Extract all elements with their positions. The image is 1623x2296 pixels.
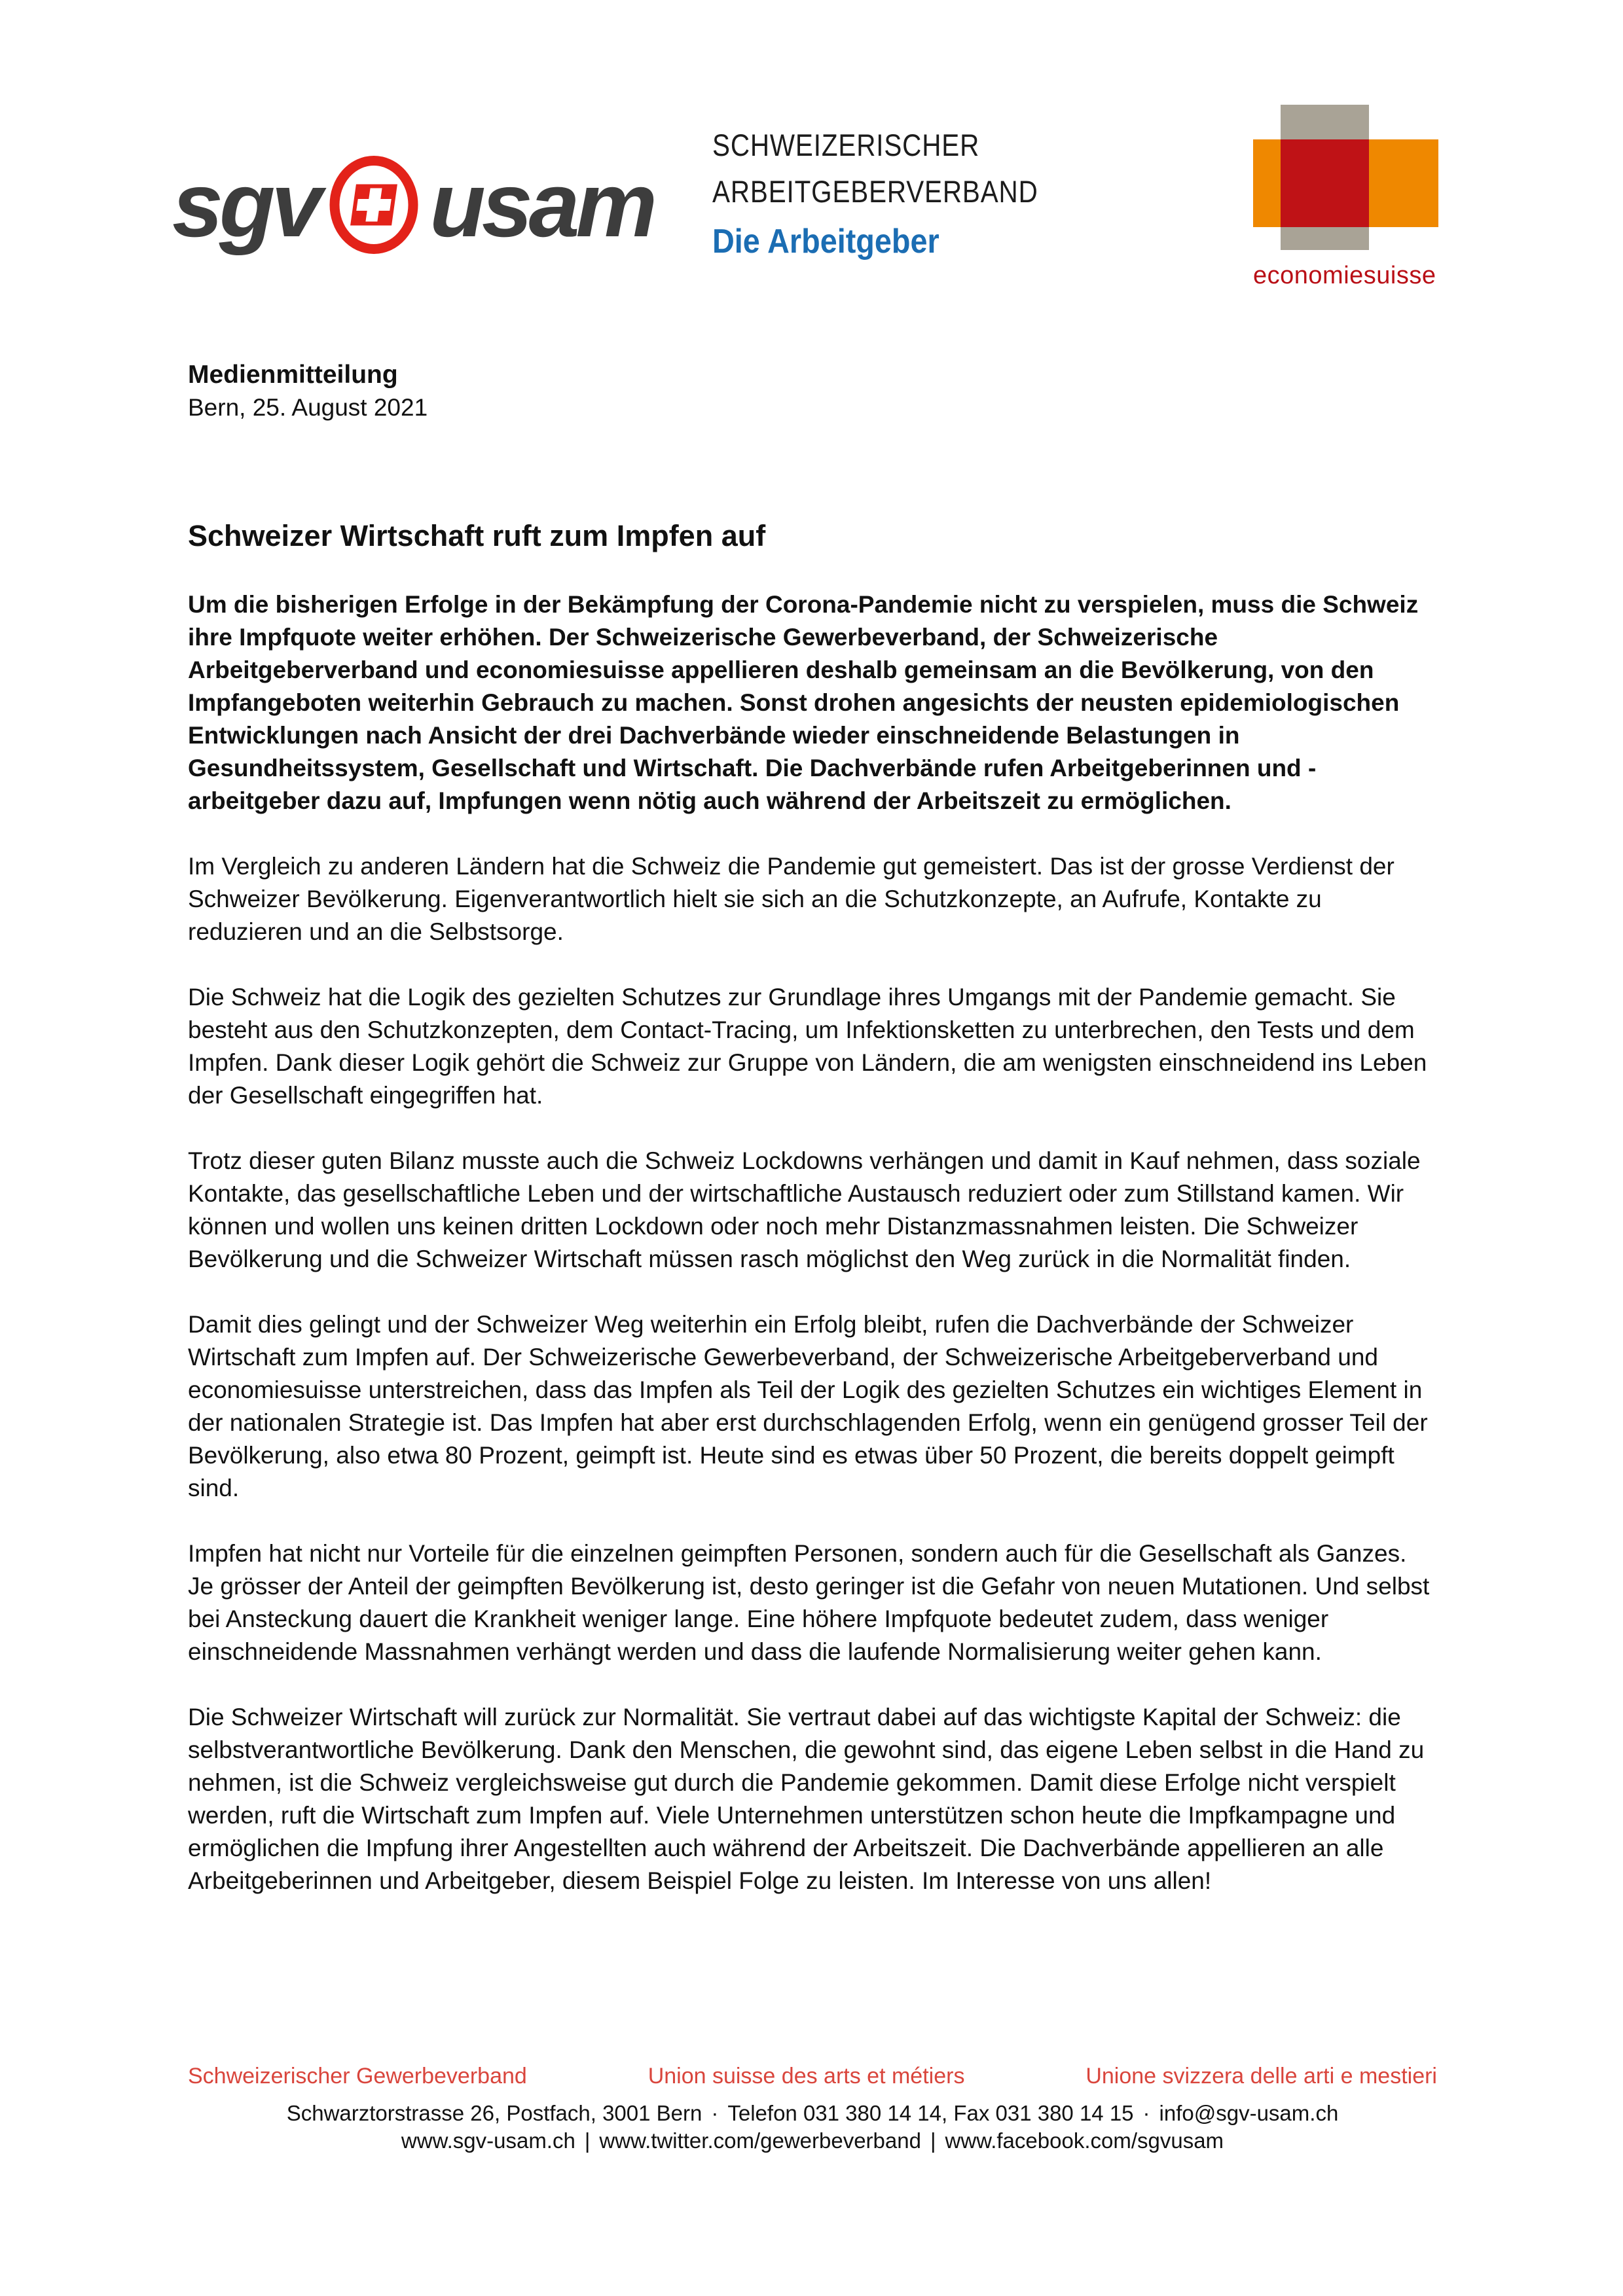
arbeitgeberverband-logo <box>712 122 1091 262</box>
footer-org-german: Schweizerischer Gewerbeverband <box>188 2064 527 2089</box>
economiesuisse-wordmark: economiesuisse <box>1253 262 1436 289</box>
lead-paragraph: Um die bisherigen Erfolge in der Bekämpfung der Corona-Pandemie nicht zu verspielen, muss die Schweiz ihre Impfquote weiter erhöhen. Der Schweizerische Gewerbeverband, der Schweizerische Arbeitgeberverband und economiesuisse appellieren deshalb gemeinsam an die Bevölkerung, von den Impfangeboten weiterhin Gebrauch zu machen. Sonst drohen angesichts der neusten epidemiologischen Entwicklungen nach Ansicht der drei Dachverbände wieder einschneidende Belastungen in Gesundheitssystem, Gesellschaft und Wirtschaft. Die Dachverbände rufen Arbeitgeberinnen und -arbeitgeber dazu auf, Impfungen wenn nötig auch während der Arbeitszeit zu ermöglichen. <box>188 591 1419 814</box>
body-paragraph-5: Impfen hat nicht nur Vorteile für die einzelnen geimpften Personen, sondern auch für die Gesellschaft als Ganzes. Je grösser der Anteil der geimpften Bevölkerung ist, desto geringer ist die Gefahr von neuen Mutationen. Und selbst bei Ansteckung dauert die Krankheit weniger lange. Eine höhere Impfquote bedeutet zudem, dass weniger einschneidende Massnahmen verhängt werden und dass die laufende Normalisierung weiter gehen kann. <box>188 1540 1430 1665</box>
footer <box>188 2062 1437 2155</box>
footer-dot-separator: · <box>711 2101 719 2125</box>
footer-dot-separator: · <box>1142 2101 1150 2125</box>
footer-phone-fax: Telefon 031 380 14 14, Fax 031 380 14 15 <box>727 2101 1134 2125</box>
footer-twitter-url: www.twitter.com/gewerbeverband <box>599 2128 921 2153</box>
footer-bar-separator: | <box>584 2128 591 2153</box>
document-title: Schweizer Wirtschaft ruft zum Impfen auf <box>188 519 766 552</box>
arbeitgeberverband-name-line2: ARBEITGEBERVERBAND <box>712 174 1038 209</box>
footer-web-line <box>188 2127 1437 2155</box>
body-paragraph-6: Die Schweizer Wirtschaft will zurück zur Normalität. Sie vertraut dabei auf das wichtigste Kapital der Schweiz: die selbstverantwortliche Bevölkerung. Dank den Menschen, die gewohnt sind, das eigene Leben selbst in die Hand zu nehmen, ist die Schweiz vergleichsweise gut durch die Pandemie gekommen. Damit diese Erfolge nicht verspielt werden, ruft die Wirtschaft zum Impfen auf. Viele Unternehmen unterstützen schon heute die Impfkampagne und ermöglichen die Impfung ihrer Angestellten auch während der Arbeitszeit. Die Dachverbände appellieren an alle Arbeitgeberinnen und Arbeitgeber, diesem Beispiel Folge zu leisten. Im Interesse von uns allen! <box>188 1704 1425 1894</box>
footer-postal-address: Schwarztorstrasse 26, Postfach, 3001 Bern <box>286 2101 702 2125</box>
footer-bar-separator: | <box>930 2128 936 2153</box>
document-body <box>188 359 1437 1930</box>
arbeitgeberverband-name-line1: SCHWEIZERISCHER <box>712 128 980 162</box>
footer-org-french: Union suisse des arts et métiers <box>647 2064 965 2089</box>
body-paragraph-1: Im Vergleich zu anderen Ländern hat die Schweiz die Pandemie gut gemeistert. Das ist der grosse Verdienst der Schweizer Bevölkerung. Eigenverantwortlich hielt sie sich an die Schutzkonzepte, an Aufrufe, Kontakte zu reduzieren und an die Selbstsorge. <box>188 853 1395 945</box>
body-paragraph-2: Die Schweiz hat die Logik des gezielten Schutzes zur Grundlage ihres Umgangs mit der Pandemie gemacht. Sie besteht aus den Schutzkonzepten, dem Contact-Tracing, um Infektionsketten zu unterbrechen, den Tests und dem Impfen. Dank dieser Logik gehört die Schweiz zur Gruppe von Ländern, die am wenigsten einschneidend ins Leben der Gesellschaft eingegriffen hat. <box>188 984 1427 1109</box>
footer-email: info@sgv-usam.ch <box>1159 2101 1339 2125</box>
swiss-cross-icon <box>325 149 423 260</box>
document-type-label: Medienmitteilung <box>188 361 398 389</box>
sgv-logo-text-left: sgv <box>172 153 319 256</box>
footer-org-italian: Unione svizzera delle arti e mestieri <box>1085 2064 1437 2089</box>
footer-website-url: www.sgv-usam.ch <box>401 2128 575 2153</box>
dateline: Bern, 25. August 2021 <box>188 394 428 421</box>
footer-address-line <box>188 2100 1437 2127</box>
economiesuisse-logo <box>1253 103 1440 290</box>
footer-organizations <box>188 2062 1437 2090</box>
footer-facebook-url: www.facebook.com/sgvusam <box>945 2128 1224 2153</box>
economiesuisse-mark-icon <box>1253 103 1440 253</box>
sgv-logo-text-right: usam <box>429 153 653 256</box>
arbeitgeberverband-claim: Die Arbeitgeber <box>712 223 939 260</box>
body-paragraph-3: Trotz dieser guten Bilanz musste auch die Schweiz Lockdowns verhängen und damit in Kauf nehmen, dass soziale Kontakte, das gesellschaftliche Leben und der wirtschaftliche Austausch reduziert oder zum Stillstand kamen. Wir können und wollen uns keinen dritten Lockdown oder noch mehr Distanzmassnahmen leisten. Die Schweizer Bevölkerung und die Schweizer Wirtschaft müssen rasch möglichst den Weg zurück in die Normalität finden. <box>188 1147 1421 1272</box>
sgv-usam-logo <box>172 149 653 260</box>
body-paragraph-4: Damit dies gelingt und der Schweizer Weg weiterhin ein Erfolg bleibt, rufen die Dachverbände der Schweizer Wirtschaft zum Impfen auf. Der Schweizerische Gewerbeverband, der Schweizerische Arbeitgeberverband und economiesuisse unterstreichen, dass das Impfen als Teil der Logik des gezielten Schutzes ein wichtiges Element in der nationalen Strategie ist. Das Impfen hat aber erst durchschlagenden Erfolg, wenn ein genügend grosser Teil der Bevölkerung, also etwa 80 Prozent, geimpft ist. Heute sind es etwas über 50 Prozent, die bereits doppelt geimpft sind. <box>188 1311 1428 1501</box>
